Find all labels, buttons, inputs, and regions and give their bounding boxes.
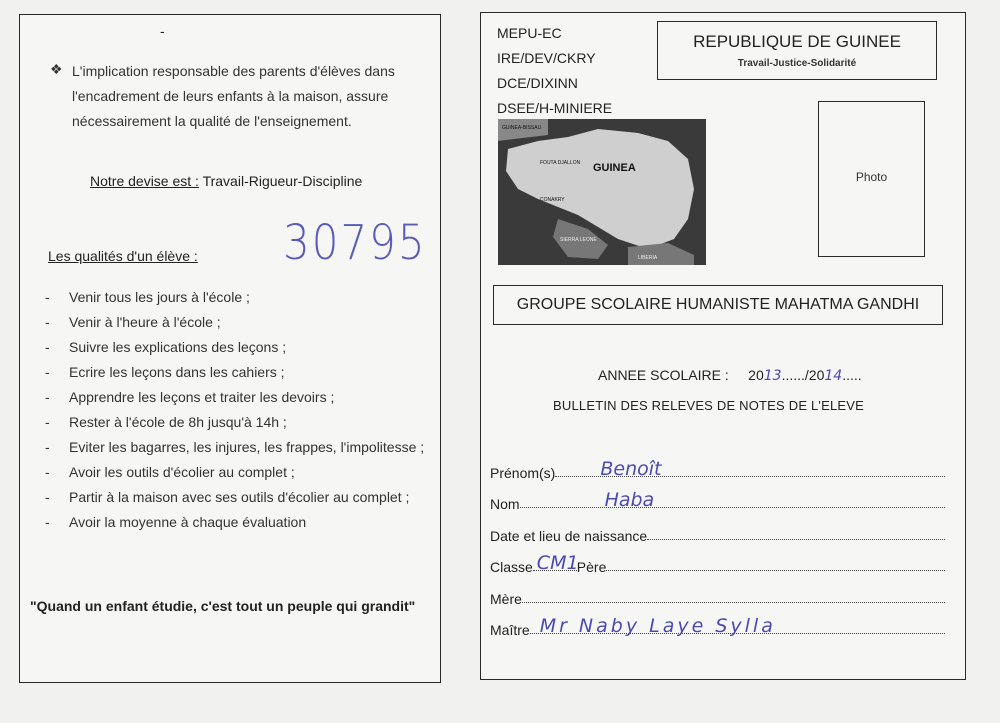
- list-item: - Partir à la maison avec ses outils d'écolier au complet ;: [45, 489, 410, 505]
- admin-line: IRE/DEV/CKRY: [497, 50, 596, 66]
- republic-title: REPUBLIQUE DE GUINEE: [693, 32, 901, 51]
- closing-quote: "Quand un enfant étudie, c'est tout un peuple qui grandit": [30, 598, 416, 614]
- year-label: ANNEE SCOLAIRE :: [598, 367, 729, 383]
- list-item: - Ecrire les leçons dans les cahiers ;: [45, 364, 285, 380]
- classe-field: [490, 551, 945, 575]
- admin-line: DSEE/H-MINIERE: [497, 100, 613, 116]
- maitre-field: [490, 614, 945, 638]
- admin-line: MEPU-EC: [497, 25, 562, 41]
- diamond-bullet-icon: ❖: [50, 61, 63, 77]
- list-item: - Rester à l'école de 8h jusqu'à 14h ;: [45, 414, 287, 430]
- map-label-region: FOUTA DJALLON: [540, 160, 581, 166]
- prenom-value: Benoît: [600, 458, 662, 480]
- map-label-neighbor: SIERRA LEONE: [560, 237, 597, 243]
- republic-box: [657, 21, 937, 80]
- list-item: - Eviter les bagarres, les injures, les frappes, l'impolitesse ;: [45, 439, 425, 455]
- motto-line: [90, 173, 362, 189]
- field-label: Maître: [490, 622, 530, 638]
- field-label: Date et lieu de naissance: [490, 528, 648, 544]
- field-label: Nom: [490, 496, 520, 512]
- corner-mark: -: [160, 23, 165, 39]
- photo-box: [818, 101, 925, 257]
- maitre-value: Mr Naby Laye Sylla: [539, 615, 776, 637]
- school-name-box: GROUPE SCOLAIRE HUMANISTE MAHATMA GANDHI: [493, 285, 943, 325]
- field-label: Classe: [490, 559, 533, 575]
- motto-label: Notre devise est :: [90, 173, 199, 189]
- map-label-neighbor: LIBERIA: [638, 255, 658, 261]
- map-label-country: GUINEA: [593, 162, 636, 174]
- republic-motto: Travail-Justice-Solidarité: [737, 58, 857, 69]
- left-panel: [19, 14, 441, 683]
- naissance-field: [490, 520, 945, 544]
- right-panel: [480, 12, 966, 680]
- field-label: Père: [576, 559, 607, 575]
- list-item: - Venir à l'heure à l'école ;: [45, 314, 221, 330]
- list-item: - Venir tous les jours à l'école ;: [45, 289, 250, 305]
- year-handwritten-start: 13: [763, 368, 782, 384]
- list-item: - Apprendre les leçons et traiter les devoirs ;: [45, 389, 335, 405]
- photo-label: Photo: [855, 170, 888, 184]
- intro-paragraph: L'implication responsable des parents d'élèves dans l'encadrement de leurs enfants à la maison, assure nécessairement la qualité de l'enseignement.: [72, 63, 395, 129]
- classe-value: CM1: [536, 552, 579, 574]
- bulletin-title: BULLETIN DES RELEVES DE NOTES DE L'ELEVE: [553, 398, 865, 413]
- handwritten-number: 30795: [283, 214, 427, 271]
- admin-line: DCE/DIXINN: [497, 75, 578, 91]
- school-year-line: ANNEE SCOLAIRE : 2013....../2014.....: [598, 367, 862, 384]
- map-label-neighbor: GUINEA-BISSAU: [502, 125, 542, 131]
- field-label: Mère: [490, 591, 522, 607]
- nom-value: Haba: [604, 489, 655, 511]
- qualities-list: [45, 285, 424, 535]
- year-handwritten-end: 14: [824, 368, 843, 384]
- admin-header: [497, 21, 612, 121]
- prenom-field: [490, 457, 945, 481]
- motto-value: Travail-Rigueur-Discipline: [202, 173, 363, 189]
- list-item: - Avoir les outils d'écolier au complet ;: [45, 464, 295, 480]
- qualities-heading: Les qualités d'un élève :: [48, 248, 198, 264]
- map-label-capital: CONAKRY: [540, 197, 565, 203]
- nom-field: [490, 488, 945, 512]
- guinea-map-image: [498, 119, 706, 265]
- list-item: - Avoir la moyenne à chaque évaluation: [45, 514, 307, 530]
- field-label: Prénom(s): [490, 465, 556, 481]
- list-item: - Suivre les explications des leçons ;: [45, 339, 287, 355]
- mere-field: [490, 583, 945, 607]
